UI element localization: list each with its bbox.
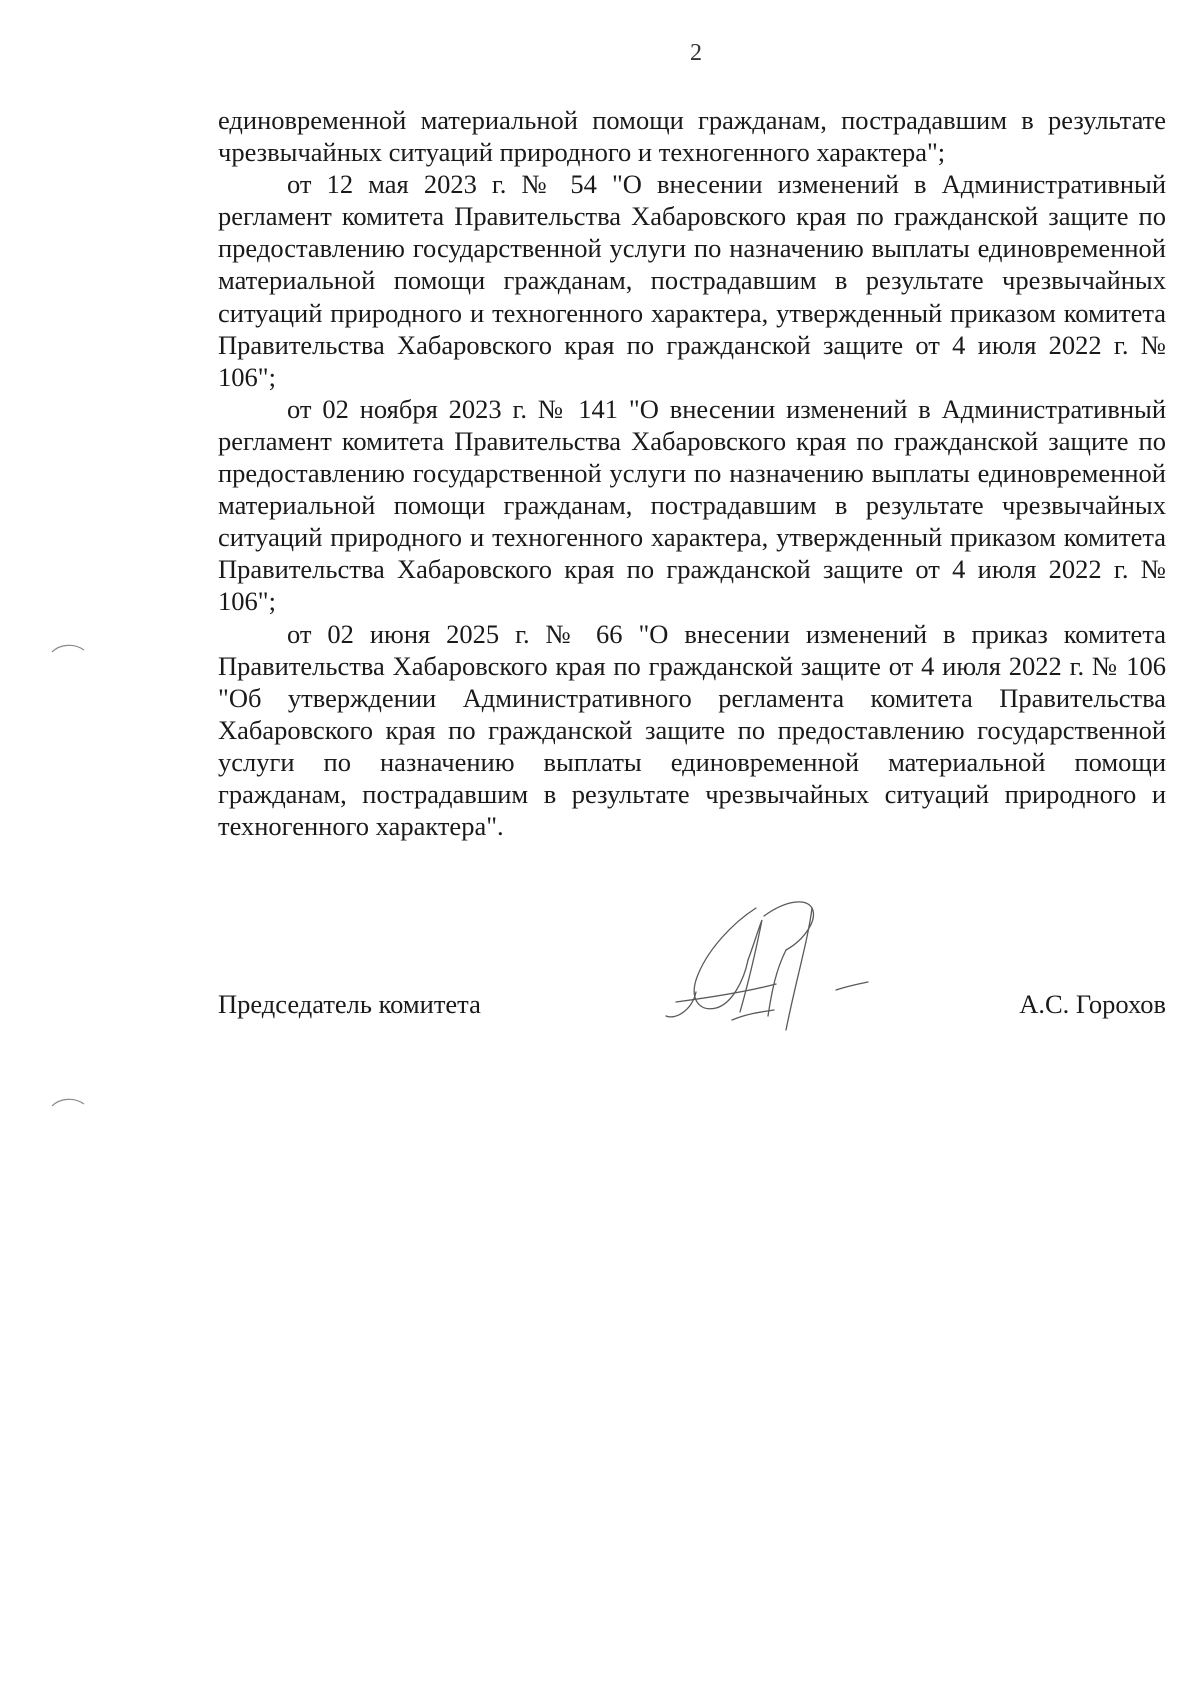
signature-block xyxy=(218,988,1166,1022)
scan-mark xyxy=(50,1096,86,1108)
paragraph-order-66: от 02 июня 2025 г. № 66 "О внесении изменений в приказ комитета Правительства Хабаровского края по гражданской защите от 4 июля 2022 г. № 106 "Об утверждении Административного регламента комитета Правительства Хабаровского края по гражданской защите по предоставлению государственной услуги по назначению выплаты единовременной материальной помощи гражданам, пострадавшим в результате чрезвычайных ситуаций природного и техногенного характера". xyxy=(218,618,1166,842)
scan-mark xyxy=(50,642,86,654)
paragraph-order-141: от 02 ноября 2023 г. № 141 "О внесении изменений в Административный регламент комитета Правительства Хабаровского края по гражданской защите по предоставлению государственной услуги по назначению выплаты единовременной материальной помощи гражданам, пострадавшим в результате чрезвычайных ситуаций природного и техногенного характера, утвержденный приказом комитета Правительства Хабаровского края по гражданской защите от 4 июля 2022 г. № 106"; xyxy=(218,393,1166,617)
signatory-position: Председатель комитета xyxy=(218,989,481,1019)
paragraph-continuation: единовременной материальной помощи гражданам, пострадавшим в результате чрезвычайных ситуаций природного и техногенного характера"; xyxy=(218,105,1166,168)
page-number: 2 xyxy=(690,40,702,66)
document-body xyxy=(218,104,1166,842)
paragraph-order-54: от 12 мая 2023 г. № 54 "О внесении изменений в Административный регламент комитета Правительства Хабаровского края по гражданской защите по предоставлению государственной услуги по назначению выплаты единовременной материальной помощи гражданам, пострадавшим в результате чрезвычайных ситуаций природного и техногенного характера, утвержденный приказом комитета Правительства Хабаровского края по гражданской защите от 4 июля 2022 г. № 106"; xyxy=(218,169,1166,392)
signatory-name: А.С. Горохов xyxy=(1019,989,1166,1019)
